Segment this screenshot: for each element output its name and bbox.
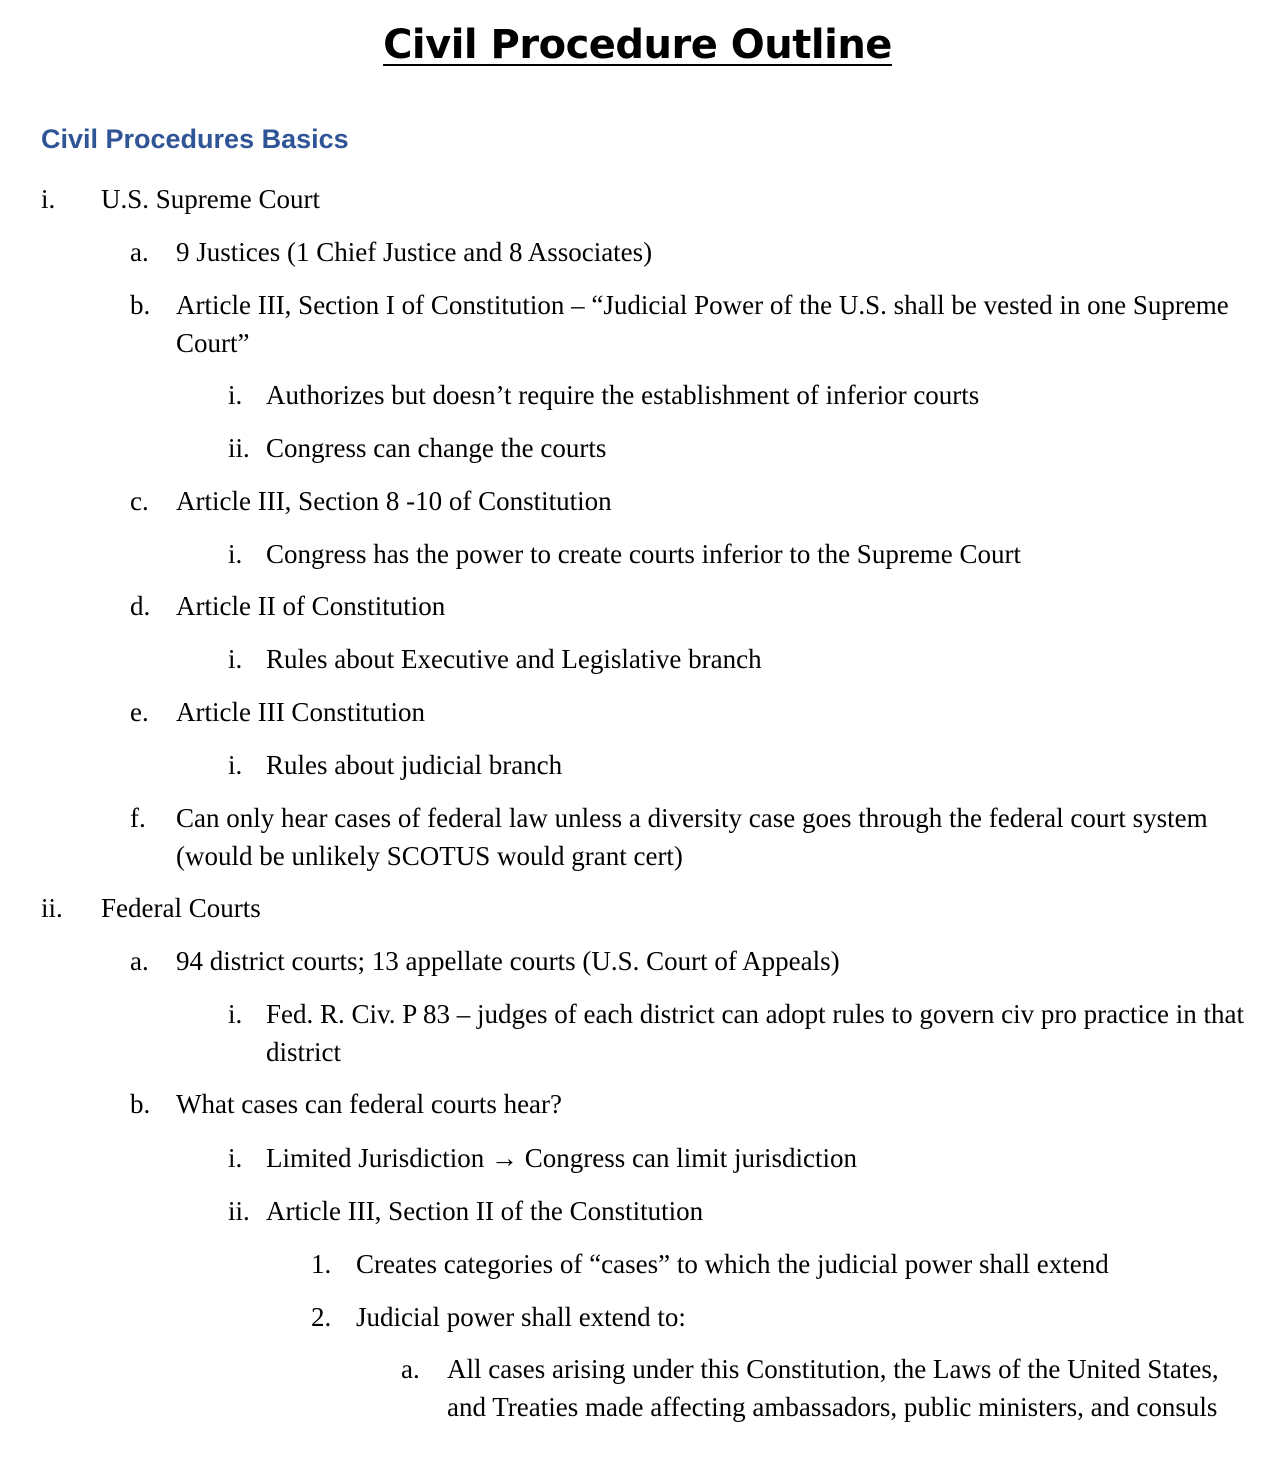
list-marker: a. [401, 1354, 420, 1384]
list-marker: d. [130, 591, 151, 621]
item-text: Rules about Executive and Legislative branch [266, 644, 762, 674]
list-marker: c. [130, 486, 149, 516]
item-text: 9 Justices (1 Chief Justice and 8 Associates) [176, 237, 653, 267]
list-marker: 1. [311, 1249, 332, 1279]
list-marker: 2. [311, 1302, 332, 1332]
item-text: Article III, Section II of the Constitution [266, 1196, 704, 1226]
list-marker: i. [41, 184, 56, 214]
item-text: All cases arising under this Constitution, the Laws of the United States, and Treaties made affecting ambassadors, public ministers, and consuls [447, 1354, 1219, 1422]
list-marker: i. [228, 539, 243, 569]
item-text: Congress can change the courts [266, 433, 607, 463]
list-marker: b. [130, 290, 151, 320]
list-marker: b. [130, 1089, 151, 1119]
item-text: Fed. R. Civ. P 83 – judges of each district can adopt rules to govern civ pro practice in that district [266, 999, 1245, 1067]
list-marker: ii. [41, 893, 63, 923]
item-text: Limited Jurisdiction → Congress can limit jurisdiction [266, 1143, 857, 1173]
item-text: Rules about judicial branch [266, 750, 563, 780]
list-marker: a. [130, 946, 149, 976]
item-text: Article III Constitution [176, 697, 425, 727]
list-marker: i. [228, 1143, 243, 1173]
item-text: What cases can federal courts hear? [176, 1089, 563, 1119]
item-text: 94 district courts; 13 appellate courts (U.S. Court of Appeals) [176, 946, 840, 976]
list-marker: i. [228, 750, 243, 780]
list-marker: ii. [228, 1196, 250, 1226]
item-text: Article III, Section I of Constitution – “Judicial Power of the U.S. shall be vested in one Supreme Court” [176, 290, 1229, 358]
list-marker: a. [130, 237, 149, 267]
list-marker: i. [228, 999, 243, 1029]
item-text: Judicial power shall extend to: [356, 1302, 686, 1332]
document-title: Civil Procedure Outline [383, 22, 892, 68]
item-text: Article II of Constitution [176, 591, 446, 621]
list-marker: e. [130, 697, 149, 727]
section-heading: Civil Procedures Basics [41, 124, 349, 154]
item-text: Authorizes but doesn’t require the establishment of inferior courts [266, 380, 980, 410]
list-marker: f. [130, 803, 146, 833]
item-text: Article III, Section 8 -10 of Constitution [176, 486, 612, 516]
item-text: Congress has the power to create courts inferior to the Supreme Court [266, 539, 1022, 569]
item-text: Can only hear cases of federal law unless a diversity case goes through the federal court system (would be unlikely SCOTUS would grant cert) [176, 803, 1208, 871]
item-text: Creates categories of “cases” to which the judicial power shall extend [356, 1249, 1109, 1279]
item-text: Federal Courts [101, 893, 261, 923]
list-marker: i. [228, 644, 243, 674]
item-text: U.S. Supreme Court [101, 184, 320, 214]
list-marker: ii. [228, 433, 250, 463]
list-marker: i. [228, 380, 243, 410]
